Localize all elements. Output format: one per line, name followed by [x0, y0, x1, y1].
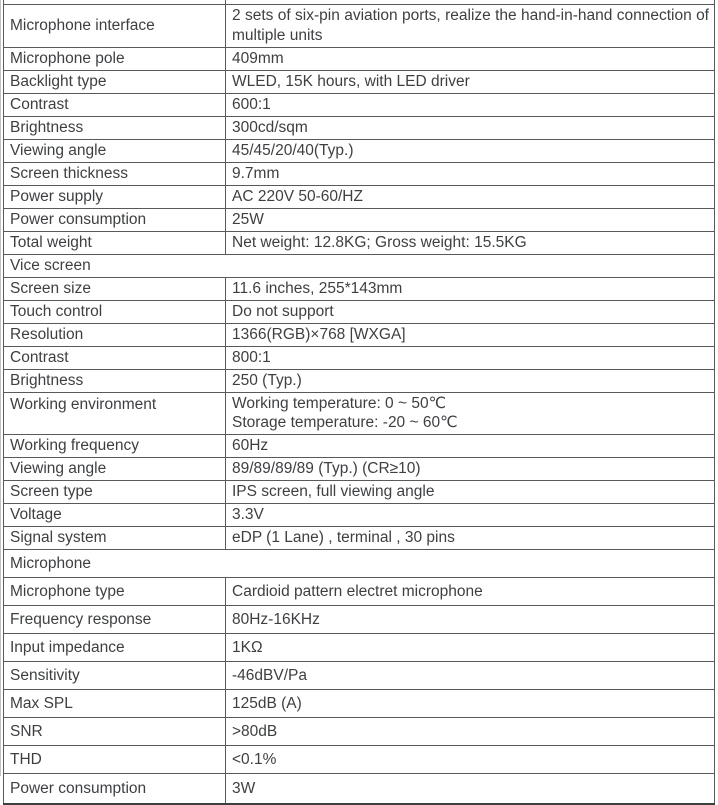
table-row [4, 774, 715, 805]
spec-value: 25W [226, 208, 715, 231]
section-header-row [4, 254, 715, 277]
value-line: Working temperature: 0 ~ 50℃ [232, 394, 446, 412]
spec-label: Contrast [4, 93, 226, 116]
spec-label: Power supply [4, 185, 226, 208]
spec-value: 80Hz-16KHz [226, 606, 715, 634]
table-row [4, 116, 715, 139]
spec-label: Contrast [4, 346, 226, 369]
spec-label: Brightness [4, 116, 226, 139]
table-row [4, 93, 715, 116]
table-row [4, 277, 715, 300]
table-row [4, 70, 715, 93]
spec-value: 409mm [226, 47, 715, 70]
spec-table [3, 0, 715, 805]
table-row [4, 231, 715, 254]
spec-value: -46dBV/Pa [226, 662, 715, 690]
table-row [4, 634, 715, 662]
spec-value: 1366(RGB)×768 [WXGA] [226, 323, 715, 346]
spec-value: 3.3V [226, 504, 715, 527]
section-title: Microphone [4, 550, 715, 578]
table-row [4, 746, 715, 774]
spec-label: Screen size [4, 277, 226, 300]
spec-label: Brightness [4, 369, 226, 392]
table-row [4, 527, 715, 550]
spec-label: Sensitivity [4, 662, 226, 690]
spec-value: AC 220V 50-60/HZ [226, 185, 715, 208]
table-row [4, 47, 715, 70]
section-header-row [4, 550, 715, 578]
spec-label: THD [4, 746, 226, 774]
spec-value: Do not support [226, 300, 715, 323]
spec-label: Working frequency [4, 435, 226, 458]
spec-value: 1KΩ [226, 634, 715, 662]
spec-label: Resolution [4, 323, 226, 346]
table-row [4, 718, 715, 746]
spec-value: 250 (Typ.) [226, 369, 715, 392]
table-row [4, 578, 715, 606]
spec-label: Power consumption [4, 774, 226, 805]
spec-label: Frequency response [4, 606, 226, 634]
spec-value: 2 sets of six-pin aviation ports, realize the hand-in-hand connection of multiple units [226, 5, 715, 48]
spec-value: 11.6 inches, 255*143mm [226, 277, 715, 300]
spec-label: Input impedance [4, 634, 226, 662]
spec-label: Power consumption [4, 208, 226, 231]
spec-label: Voltage [4, 504, 226, 527]
table-row [4, 323, 715, 346]
spec-label: Screen thickness [4, 162, 226, 185]
spec-value: WLED, 15K hours, with LED driver [226, 70, 715, 93]
spec-label: Microphone pole [4, 47, 226, 70]
table-row [4, 435, 715, 458]
spec-value: 300cd/sqm [226, 116, 715, 139]
table-row [4, 392, 715, 435]
spec-label: Viewing angle [4, 458, 226, 481]
spec-value: <0.1% [226, 746, 715, 774]
spec-label: Total weight [4, 231, 226, 254]
section-title: Vice screen [4, 254, 715, 277]
table-row [4, 606, 715, 634]
spec-value: Net weight: 12.8KG; Gross weight: 15.5KG [226, 231, 715, 254]
spec-value: 3W [226, 774, 715, 805]
table-row [4, 208, 715, 231]
spec-value: 89/89/89/89 (Typ.) (CR≥10) [226, 458, 715, 481]
spec-value: IPS screen, full viewing angle [226, 481, 715, 504]
table-row [4, 346, 715, 369]
spec-value: >80dB [226, 718, 715, 746]
table-row [4, 504, 715, 527]
spec-value: 125dB (A) [226, 690, 715, 718]
spec-label: Microphone interface [4, 5, 226, 48]
spec-label: Viewing angle [4, 139, 226, 162]
table-row [4, 162, 715, 185]
table-row [4, 690, 715, 718]
spec-value: 600:1 [226, 93, 715, 116]
left-edge-divider [0, 0, 1, 776]
spec-value: 9.7mm [226, 162, 715, 185]
spec-label: SNR [4, 718, 226, 746]
table-row [4, 369, 715, 392]
spec-label: Microphone type [4, 578, 226, 606]
spec-label: Backlight type [4, 70, 226, 93]
table-row [4, 5, 715, 48]
table-row [4, 458, 715, 481]
table-row [4, 185, 715, 208]
table-row [4, 139, 715, 162]
table-row [4, 662, 715, 690]
spec-label: Working environment [4, 392, 226, 435]
value-line: Storage temperature: -20 ~ 60℃ [232, 414, 458, 432]
spec-value: 800:1 [226, 346, 715, 369]
spec-label: Touch control [4, 300, 226, 323]
table-row [4, 481, 715, 504]
spec-value: 60Hz [226, 435, 715, 458]
spec-label: Max SPL [4, 690, 226, 718]
spec-value: Cardioid pattern electret microphone [226, 578, 715, 606]
spec-label: Signal system [4, 527, 226, 550]
spec-label: Screen type [4, 481, 226, 504]
spec-value: 45/45/20/40(Typ.) [226, 139, 715, 162]
spec-value [226, 392, 715, 435]
table-row [4, 300, 715, 323]
spec-value: eDP (1 Lane) , terminal , 30 pins [226, 527, 715, 550]
